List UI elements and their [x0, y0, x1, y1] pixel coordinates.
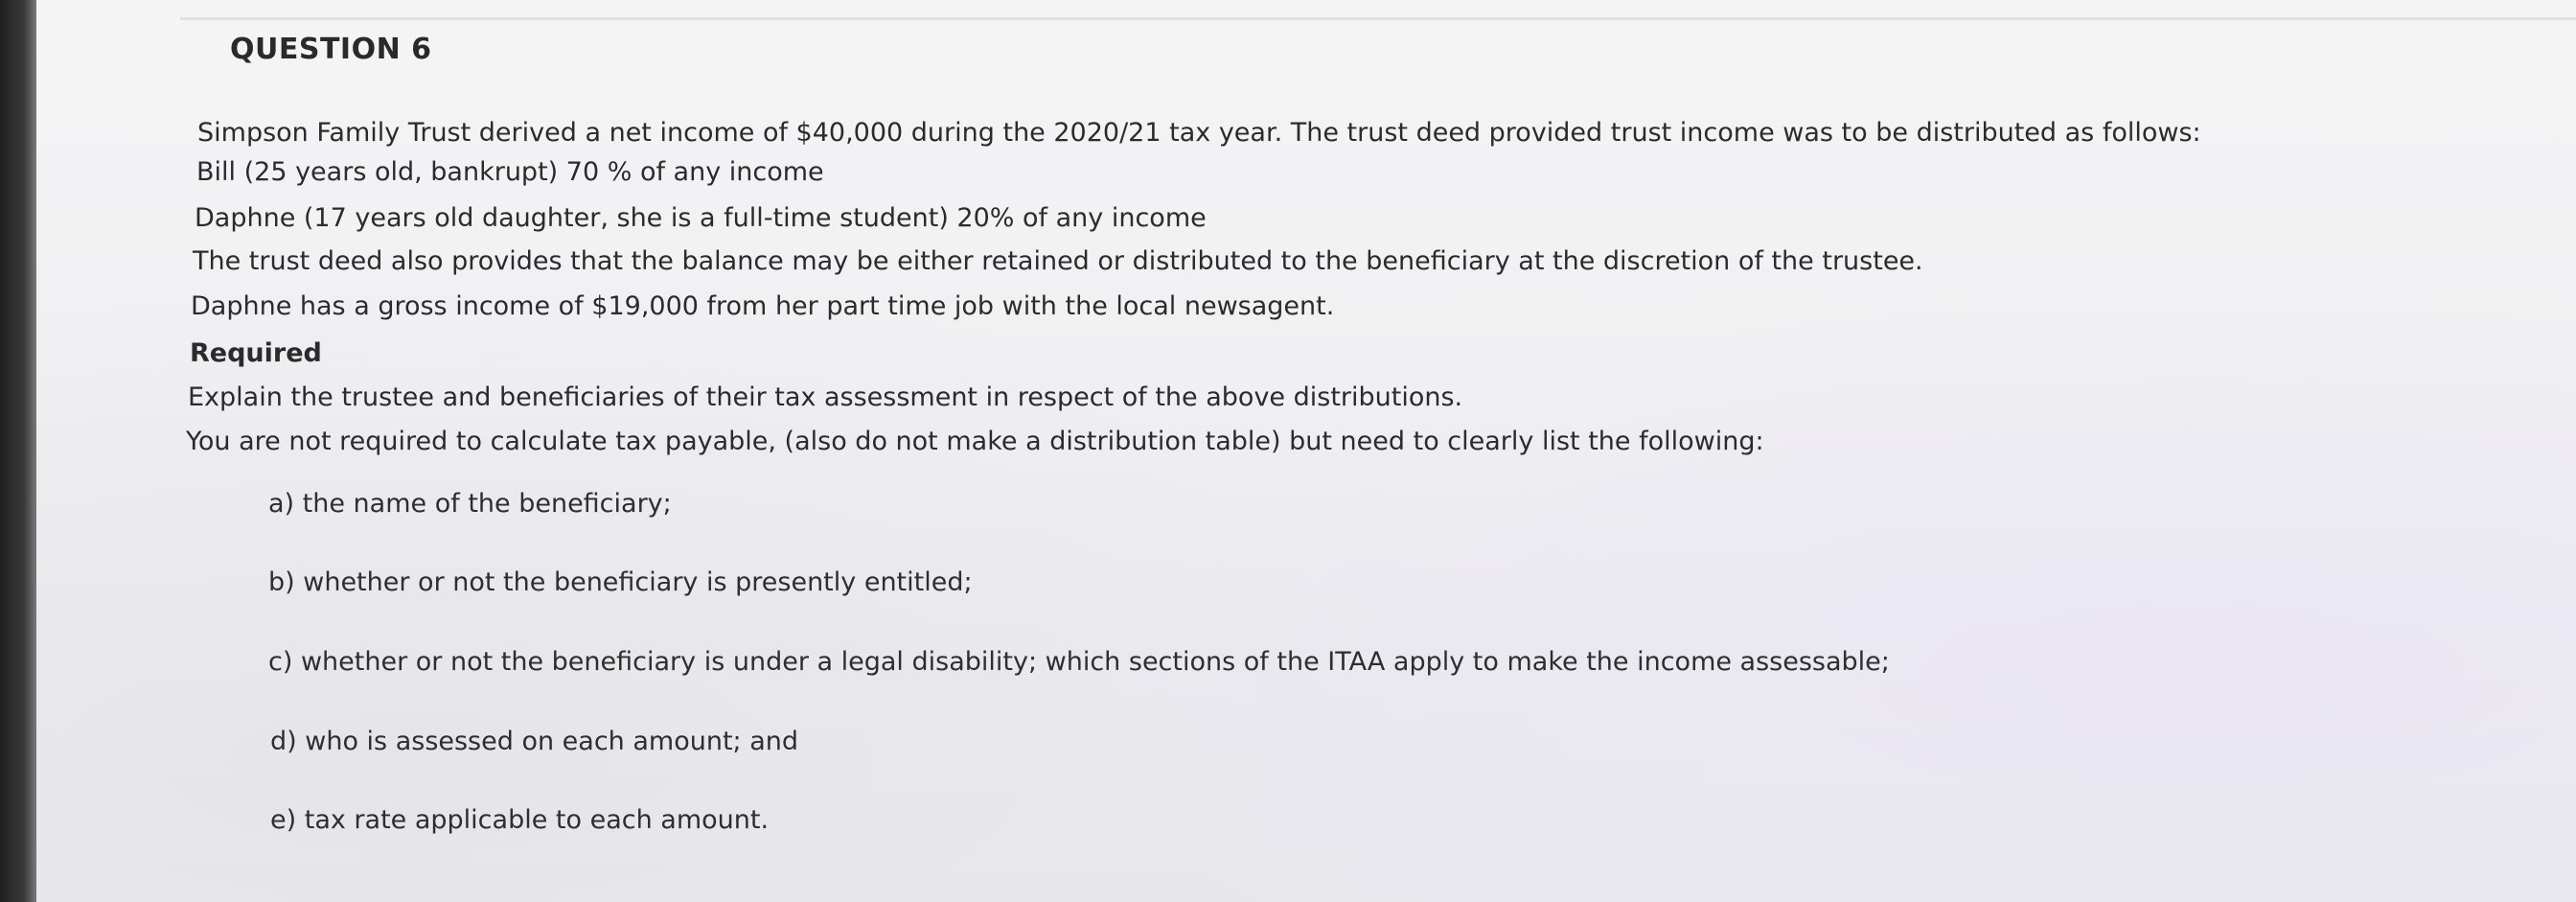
- list-item: e) tax rate applicable to each amount.: [270, 805, 770, 835]
- instruction-text: You are not required to calculate tax payable, (also do not make a distribution table) but need to clearly list the following:: [186, 427, 1764, 456]
- question-paragraph: The trust deed also provides that the balance may be either retained or distributed to the beneficiary at the discretion of the trustee.: [193, 246, 1923, 276]
- required-heading: Required: [190, 338, 322, 368]
- list-item: b) whether or not the beneficiary is presently entitled;: [268, 567, 973, 597]
- question-title: QUESTION 6: [230, 33, 432, 66]
- list-item: a) the name of the beneficiary;: [268, 489, 672, 519]
- list-item: c) whether or not the beneficiary is under a legal disability; which sections of the ITAA apply to make the income assessable;: [268, 647, 1890, 677]
- page-divider: [180, 17, 2576, 20]
- question-paragraph: Daphne has a gross income of $19,000 from her part time job with the local newsagent.: [191, 291, 1335, 321]
- list-item: d) who is assessed on each amount; and: [270, 727, 799, 756]
- question-paragraph: Daphne (17 years old daughter, she is a full-time student) 20% of any income: [195, 203, 1207, 233]
- screen-bezel-edge: [0, 0, 40, 902]
- instruction-text: Explain the trustee and beneficiaries of their tax assessment in respect of the above distributions.: [188, 382, 1463, 412]
- question-page: [36, 0, 2576, 902]
- question-paragraph: Simpson Family Trust derived a net income of $40,000 during the 2020/21 tax year. The trust deed provided trust income was to be distributed as follows:: [197, 118, 2201, 148]
- question-paragraph: Bill (25 years old, bankrupt) 70 % of any income: [196, 157, 824, 187]
